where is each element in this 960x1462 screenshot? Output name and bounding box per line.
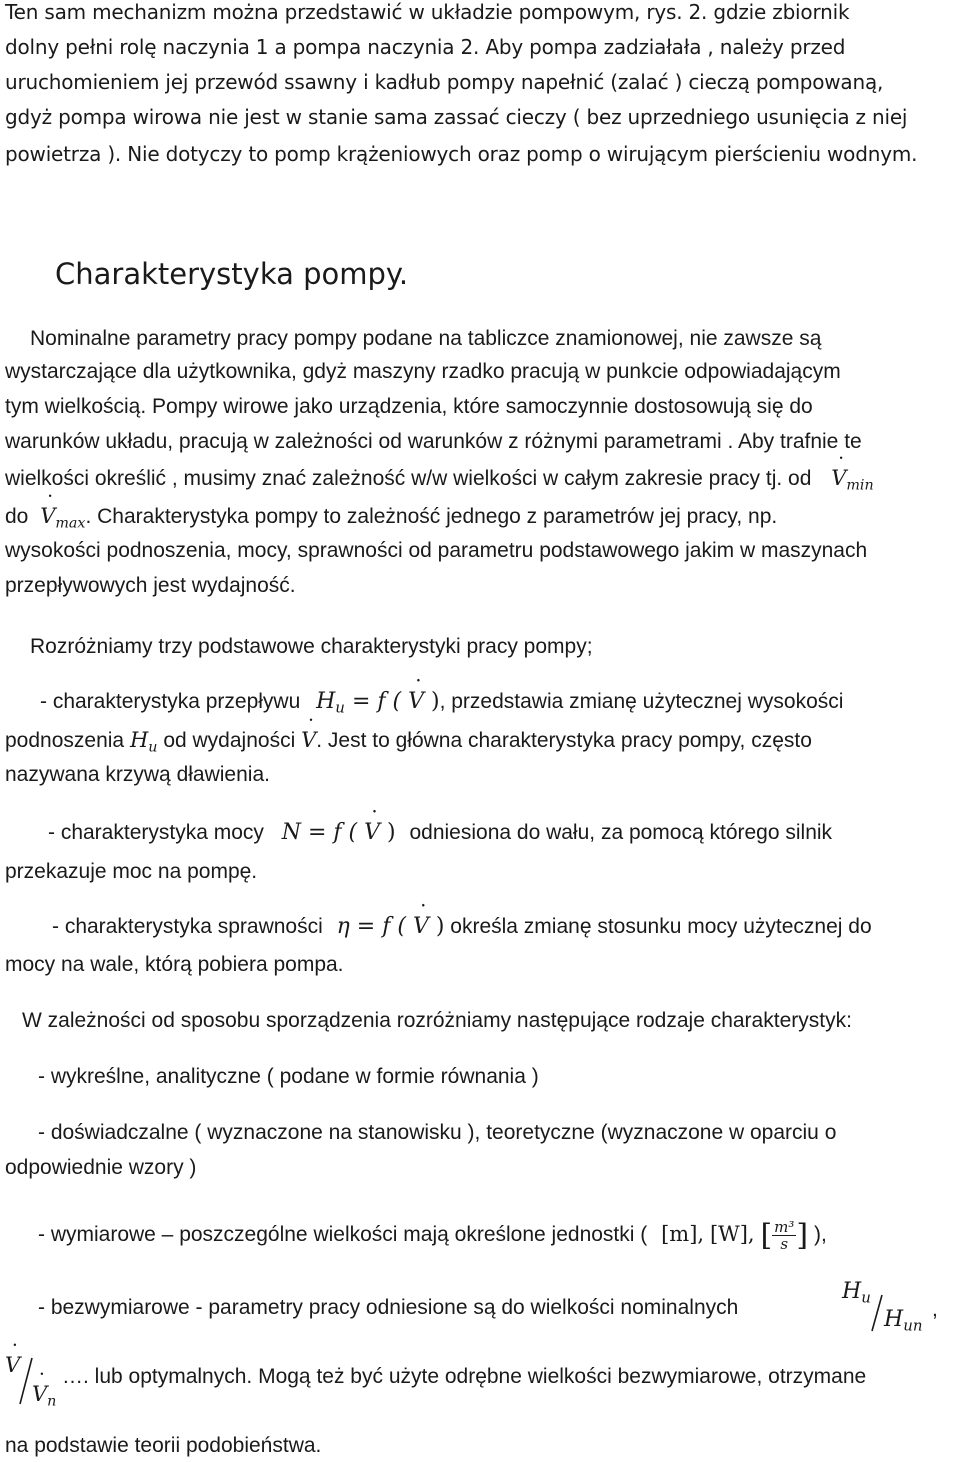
formula-lhs: η — [336, 914, 350, 939]
para1-line-7: wysokości podnoszenia, mocy, sprawności od parametru podstawowego jakim w maszynach — [5, 539, 868, 562]
formula-close: ) — [387, 820, 396, 845]
v-max-symbol — [40, 504, 86, 532]
kind-item-2-line-1: - doświadczalne ( wyznaczone na stanowisku ), teoretyczne (wyznaczone w oparciu o — [38, 1121, 837, 1144]
hu-sub: u — [148, 739, 158, 756]
char-flow-l2-post: . Jest to główna charakterystyka pracy pompy, często — [316, 729, 812, 752]
unit-flow-frac — [772, 1219, 796, 1252]
formula-eq: = f ( — [356, 914, 406, 939]
section-heading: Charakterystyka pompy. — [55, 257, 409, 291]
formula-var: V ˙ — [413, 913, 429, 941]
v-dot-symbol: V ˙ — [40, 502, 55, 530]
para1-line-5 — [5, 464, 874, 493]
formula-eq: = f ( — [307, 820, 358, 845]
char-flow-label: - charakterystyka przepływu — [40, 690, 301, 713]
formula-eq: = f ( — [351, 689, 402, 714]
fraction-slash — [870, 1293, 884, 1333]
para1-line-4: warunków układu, pracują w zależności od warunków z różnymi parametrami . Aby trafnie te — [5, 430, 862, 453]
char-eff-line-2: mocy na wale, którą pobiera pompa. — [5, 953, 344, 976]
formula-var: V ˙ — [364, 819, 380, 847]
char-flow-l2-pre: podnoszenia — [5, 729, 125, 752]
intro-line-1: Ten sam mechanizm można przedstawić w układzie pompowym, rys. 2. gdzie zbiornik — [5, 0, 850, 24]
intro-line-4: gdyż pompa wirowa nie jest w stanie sama zassać cieczy ( bez uprzedniego usunięcia z niej — [5, 105, 908, 129]
para1-line-2: wystarczające dla użytkownika, gdyż maszyny rzadko pracują w punkcie odpowiadającym — [5, 360, 841, 383]
kind-item-2-line-2: odpowiednie wzory ) — [5, 1156, 197, 1179]
frac-num: V ˙ — [5, 1353, 20, 1377]
unit-flow-den: s — [780, 1235, 789, 1253]
v-min-subscript: min — [846, 477, 874, 494]
para1-line-6-pre: do — [5, 505, 29, 528]
frac-den: V ˙ — [32, 1382, 47, 1406]
formula-close: ) — [435, 914, 445, 939]
kind-4-post: , — [932, 1298, 938, 1321]
hu-hun-denominator — [884, 1307, 923, 1335]
formula-var: V ˙ — [408, 688, 424, 716]
intro-line-5: powietrza ). Nie dotyczy to pomp krążeniowych oraz pomp o wirującym pierścieniu wodnym. — [5, 142, 918, 166]
formula-lhs: H — [316, 689, 336, 714]
hu-hun-fraction — [842, 1279, 871, 1307]
kinds-intro: W zależności od sposobu sporządzenia rozróżniamy następujące rodzaje charakterystyk: — [22, 1009, 852, 1032]
eff-formula — [337, 914, 445, 939]
char-flow-line-3: nazywana krzywą dławienia. — [5, 763, 270, 786]
kind-item-6: na podstawie teorii podobieństwa. — [5, 1434, 322, 1457]
kind-item-1: - wykreślne, analityczne ( podane w formie równania ) — [38, 1065, 539, 1088]
unit-flow-bracket: [ $\frac{\text{m³}}{s}$ ] — [760, 1217, 809, 1253]
kind-item-4: - bezwymiarowe - parametry pracy odniesione są do wielkości nominalnych — [38, 1296, 739, 1319]
char-eff-desc: określa zmianę stosunku mocy użytecznej do — [450, 915, 872, 938]
char-power-desc: odniesiona do wału, za pomocą którego silnik — [409, 821, 833, 844]
kind-item-3 — [38, 1219, 827, 1252]
formula-sub: u — [335, 698, 345, 717]
frac-den-sub: n — [47, 1393, 57, 1410]
kind-3-text: - wymiarowe – poszczególne wielkości mają określone jednostki ( — [38, 1223, 648, 1247]
frac-num-sub: u — [861, 1288, 871, 1307]
char-flow-line-1 — [40, 688, 843, 716]
para1-line-1: Nominalne parametry pracy pompy podane na tabliczce znamionowej, nie zawsze są — [30, 327, 822, 350]
unit-m: [m], — [661, 1222, 705, 1247]
v-vn-denominator — [32, 1382, 57, 1410]
char-eff-label: - charakterystyka sprawności — [52, 915, 323, 938]
frac-den: H — [884, 1307, 904, 1332]
kind-item-5: …. lub optymalnych. Mogą też być użyte odrębne wielkości bezwymiarowe, otrzymane — [62, 1365, 867, 1388]
char-power-line-2: przekazuje moc na pompę. — [5, 860, 258, 883]
formula-lhs: N — [281, 820, 301, 845]
frac-den-sub: un — [903, 1316, 923, 1335]
intro-line-3: uruchomieniem jej przewód ssawny i kadłub pompy napełnić (zalać ) cieczą pompowaną, — [5, 70, 884, 94]
intro-line-2: dolny pełni rolę naczynia 1 a pompa naczynia 2. Aby pompa zadziałała , należy przed — [5, 35, 846, 59]
unit-w: [W], — [709, 1222, 755, 1247]
kind-3-post: ), — [813, 1223, 827, 1247]
formula-close: ) — [430, 689, 440, 714]
para1-line-5-text: wielkości określić , musimy znać zależność w/w wielkości w całym zakresie pracy tj. od — [5, 467, 812, 490]
unit-flow-num: m³ — [774, 1218, 795, 1236]
hu-symbol — [129, 728, 158, 756]
para1-line-3: tym wielkością. Pompy wirowe jako urządzenia, które samoczynnie dostosowują się do — [5, 395, 813, 418]
char-eff-line-1 — [52, 913, 872, 941]
frac-num: H — [842, 1279, 862, 1304]
power-formula — [282, 820, 396, 845]
char-power-label: - charakterystyka mocy — [48, 821, 264, 844]
char-power-line-1 — [48, 819, 832, 847]
v-min-symbol — [831, 466, 874, 494]
v-dot-symbol: V ˙ — [831, 464, 846, 492]
flow-formula — [316, 689, 440, 717]
char-flow-l2-mid: od wydajności — [163, 729, 296, 752]
hu-main: H — [129, 728, 149, 752]
v-max-subscript: max — [55, 515, 86, 532]
char-flow-line-2 — [5, 726, 812, 755]
v-dot-symbol: V ˙ — [301, 726, 316, 754]
para1-line-8: przepływowych jest wydajność. — [5, 574, 296, 597]
para1-line-6-post: . Charakterystyka pompy to zależność jednego z parametrów jej pracy, np. — [85, 505, 778, 528]
types-intro: Rozróżniamy trzy podstawowe charakterystyki pracy pompy; — [30, 635, 593, 658]
para1-line-6 — [5, 502, 777, 531]
char-flow-desc: , przedstawia zmianę użytecznej wysokości — [439, 690, 844, 713]
